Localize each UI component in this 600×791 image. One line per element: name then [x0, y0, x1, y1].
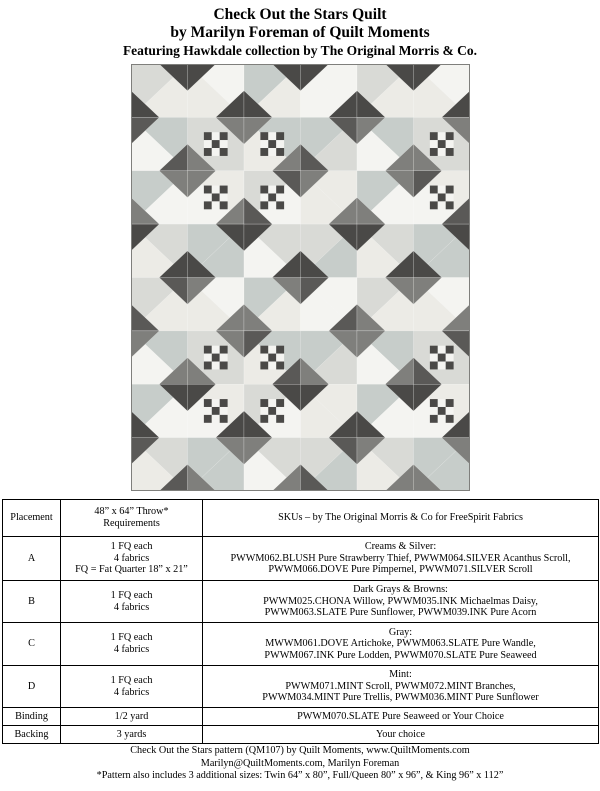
nine-patch-square	[220, 346, 228, 354]
nine-patch-square	[204, 399, 212, 407]
req-line: 4 fabrics	[113, 601, 150, 613]
nine-patch-square	[438, 193, 446, 201]
footer-pattern-credit: Check Out the Stars pattern (QM107) by Quilt Moments, www.QuiltMoments.com	[130, 745, 470, 756]
sku-line: Mint:	[389, 669, 412, 681]
nine-patch-square	[446, 399, 454, 407]
nine-patch-square	[276, 346, 284, 354]
nine-patch-square	[276, 132, 284, 140]
fabric-requirements-table	[2, 499, 599, 744]
nine-patch-square	[260, 362, 268, 370]
nine-patch-square	[212, 132, 220, 140]
requirements-cell: 1/2 yard	[61, 708, 203, 726]
nine-patch-square	[204, 186, 212, 194]
nine-patch-square	[268, 201, 276, 209]
nine-patch-square	[430, 201, 438, 209]
sku-line: Creams & Silver:	[364, 541, 437, 553]
requirements-cell	[61, 623, 203, 666]
footer-sizes-note: *Pattern also includes 3 additional sizes: Twin 64” x 80”, Full/Queen 80” x 96”, & King 96” x 112”	[96, 770, 504, 782]
skus-cell	[203, 581, 599, 623]
nine-patch-square	[204, 407, 212, 415]
nine-patch-square	[438, 140, 446, 148]
nine-patch-square	[446, 407, 454, 415]
placement-cell: B	[3, 581, 61, 623]
nine-patch-square	[446, 186, 454, 194]
nine-patch-square	[212, 354, 220, 362]
nine-patch-square	[260, 346, 268, 354]
nine-patch-square	[438, 148, 446, 156]
nine-patch-square	[438, 186, 446, 194]
req-line: 1 FQ each	[110, 589, 153, 601]
nine-patch-square	[438, 415, 446, 423]
table-row	[3, 666, 599, 708]
nine-patch-square	[430, 362, 438, 370]
nine-patch-square	[220, 148, 228, 156]
nine-patch-square	[220, 193, 228, 201]
nine-patch-square	[260, 354, 268, 362]
skus-cell	[203, 666, 599, 708]
nine-patch-square	[212, 362, 220, 370]
header-requirements	[61, 500, 203, 537]
sku-line: Gray:	[388, 626, 413, 638]
req-line: 4 fabrics	[113, 552, 150, 564]
sku-line: Dark Grays & Browns:	[353, 584, 448, 596]
nine-patch-square	[268, 132, 276, 140]
sku-line: MWWM061.DOVE Artichoke, PWWM063.SLATE Pure Wandle,	[265, 638, 536, 650]
nine-patch-square	[260, 415, 268, 423]
nine-patch-square	[438, 407, 446, 415]
nine-patch-square	[430, 148, 438, 156]
nine-patch-square	[446, 132, 454, 140]
quilt-image	[131, 64, 470, 491]
nine-patch-square	[276, 140, 284, 148]
designer-byline: by Marilyn Foreman of Quilt Moments	[170, 24, 430, 41]
nine-patch-square	[276, 186, 284, 194]
nine-patch-square	[212, 415, 220, 423]
nine-patch-square	[204, 354, 212, 362]
nine-patch-square	[260, 148, 268, 156]
nine-patch-square	[220, 399, 228, 407]
nine-patch-square	[276, 193, 284, 201]
nine-patch-square	[260, 132, 268, 140]
nine-patch-square	[220, 132, 228, 140]
nine-patch-square	[430, 415, 438, 423]
nine-patch-square	[430, 346, 438, 354]
nine-patch-square	[430, 407, 438, 415]
nine-patch-square	[260, 399, 268, 407]
nine-patch-square	[276, 415, 284, 423]
nine-patch-square	[268, 140, 276, 148]
nine-patch-square	[212, 193, 220, 201]
nine-patch-square	[212, 201, 220, 209]
nine-patch-square	[204, 148, 212, 156]
nine-patch-square	[446, 415, 454, 423]
nine-patch-square	[212, 186, 220, 194]
requirements-cell	[61, 581, 203, 623]
table-row	[3, 623, 599, 666]
req-line: 4 fabrics	[113, 644, 150, 655]
page-header	[0, 6, 600, 59]
nine-patch-square	[268, 362, 276, 370]
placement-cell: Backing	[3, 726, 61, 744]
nine-patch-square	[446, 346, 454, 354]
nine-patch-square	[212, 399, 220, 407]
fabric-collection-line: Featuring Hawkdale collection by The Original Morris & Co.	[122, 43, 478, 58]
placement-cell: A	[3, 537, 61, 581]
nine-patch-square	[204, 193, 212, 201]
table-row	[3, 581, 599, 623]
sku-line: PWWM066.DOVE Pure Pimpernel, PWWM071.SILVER Scroll	[268, 564, 533, 576]
table-row	[3, 708, 599, 726]
nine-patch-square	[268, 399, 276, 407]
nine-patch-square	[268, 407, 276, 415]
req-line: FQ = Fat Quarter 18” x 21”	[75, 564, 188, 576]
header-size: 48” x 64” Throw*	[94, 506, 169, 518]
header-placement: Placement	[3, 500, 61, 537]
sku-line: PWWM062.BLUSH Pure Strawberry Thief, PWWM064.SILVER Acanthus Scroll,	[230, 552, 571, 564]
nine-patch-square	[268, 148, 276, 156]
skus-cell: Your choice	[203, 726, 599, 744]
sku-line: PWWM071.MINT Scroll, PWWM072.MINT Branches,	[285, 680, 516, 692]
nine-patch-square	[430, 132, 438, 140]
nine-patch-square	[438, 362, 446, 370]
nine-patch-square	[220, 186, 228, 194]
header-requirements-label: Requirements	[103, 518, 160, 529]
nine-patch-square	[438, 346, 446, 354]
nine-patch-square	[220, 354, 228, 362]
nine-patch-square	[260, 140, 268, 148]
nine-patch-square	[268, 193, 276, 201]
nine-patch-square	[212, 407, 220, 415]
nine-patch-square	[268, 354, 276, 362]
nine-patch-square	[220, 407, 228, 415]
nine-patch-square	[438, 399, 446, 407]
nine-patch-square	[446, 354, 454, 362]
nine-patch-square	[268, 346, 276, 354]
req-line: 1 FQ each	[110, 541, 153, 553]
nine-patch-square	[276, 362, 284, 370]
skus-cell	[203, 537, 599, 581]
nine-patch-square	[212, 346, 220, 354]
nine-patch-square	[220, 201, 228, 209]
nine-patch-square	[220, 140, 228, 148]
sku-line: PWWM025.CHONA Willow, PWWM035.INK Michaelmas Daisy,	[263, 595, 538, 607]
nine-patch-square	[430, 354, 438, 362]
nine-patch-square	[430, 193, 438, 201]
nine-patch-square	[276, 148, 284, 156]
nine-patch-square	[260, 186, 268, 194]
placement-cell: D	[3, 666, 61, 708]
nine-patch-square	[260, 201, 268, 209]
sku-line: PWWM067.INK Pure Lodden, PWWM070.SLATE Pure Seaweed	[264, 649, 537, 661]
req-line: 1 FQ each	[110, 632, 153, 644]
nine-patch-square	[204, 201, 212, 209]
page-footer	[0, 745, 600, 783]
nine-patch-square	[204, 140, 212, 148]
table-header-row	[3, 500, 599, 537]
quilt-title: Check Out the Stars Quilt	[213, 6, 387, 23]
requirements-cell	[61, 537, 203, 581]
nine-patch-square	[260, 407, 268, 415]
footer-contact: Marilyn@QuiltMoments.com, Marilyn Foreman	[200, 757, 400, 769]
nine-patch-square	[204, 132, 212, 140]
nine-patch-square	[204, 362, 212, 370]
nine-patch-square	[446, 140, 454, 148]
requirements-cell	[61, 666, 203, 708]
quilt-pattern	[131, 64, 470, 491]
nine-patch-square	[430, 399, 438, 407]
nine-patch-square	[212, 148, 220, 156]
nine-patch-square	[430, 186, 438, 194]
nine-patch-square	[204, 346, 212, 354]
nine-patch-square	[446, 193, 454, 201]
nine-patch-square	[446, 148, 454, 156]
nine-patch-square	[260, 193, 268, 201]
nine-patch-square	[438, 354, 446, 362]
nine-patch-square	[220, 362, 228, 370]
nine-patch-square	[268, 186, 276, 194]
nine-patch-square	[446, 201, 454, 209]
sku-line: PWWM034.MINT Pure Trellis, PWWM036.MINT Pure Sunflower	[262, 692, 539, 704]
skus-cell	[203, 623, 599, 666]
table-row	[3, 537, 599, 581]
nine-patch-square	[438, 201, 446, 209]
nine-patch-square	[438, 132, 446, 140]
placement-cell: Binding	[3, 708, 61, 726]
nine-patch-square	[276, 354, 284, 362]
nine-patch-square	[430, 140, 438, 148]
req-line: 4 fabrics	[113, 686, 150, 698]
skus-cell: PWWM070.SLATE Pure Seaweed or Your Choice	[203, 708, 599, 726]
nine-patch-square	[204, 415, 212, 423]
nine-patch-square	[212, 140, 220, 148]
sku-line: PWWM063.SLATE Pure Sunflower, PWWM039.INK Pure Acorn	[264, 607, 537, 619]
table-row	[3, 726, 599, 744]
nine-patch-square	[276, 399, 284, 407]
nine-patch-square	[220, 415, 228, 423]
nine-patch-square	[268, 415, 276, 423]
requirements-cell: 3 yards	[61, 726, 203, 744]
req-line: 1 FQ each	[110, 674, 153, 686]
header-skus: SKUs – by The Original Morris & Co for FreeSpirit Fabrics	[203, 500, 599, 537]
placement-cell: C	[3, 623, 61, 666]
nine-patch-square	[276, 201, 284, 209]
nine-patch-square	[446, 362, 454, 370]
nine-patch-square	[276, 407, 284, 415]
